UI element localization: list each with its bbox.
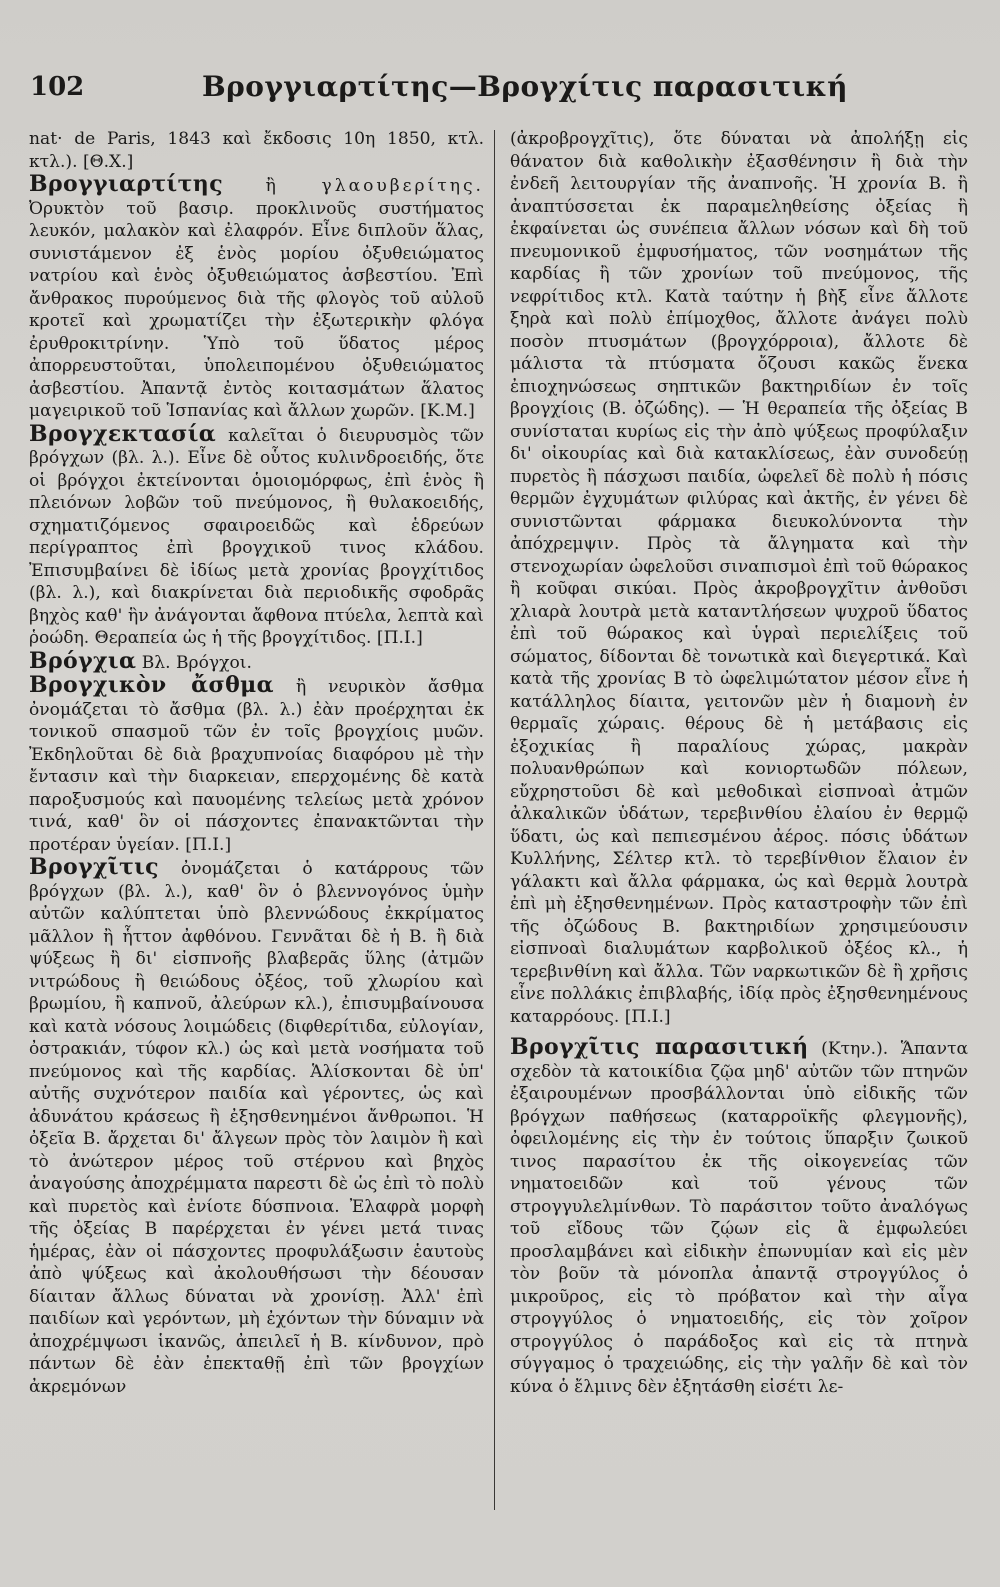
entry-text: καλεῖται ὁ διευρυσμὸς τῶν βρόγχων (βλ. λ.). Εἶνε δὲ οὗτος κυλινδροειδής, ὅτε οἱ βρόγχοι ἐκτείνονται ὁμοιομόρφως, ἐπὶ ἑνὸς ἢ πλειόνων λοβῶν τοῦ πνεύμονος, ἢ θυλακοειδής, σχηματιζόμενος σφαιροειδῶς καὶ ἑδρεύων περίγραπτος ἐπὶ βρογχικοῦ τινος κλάδου. Ἐπισυμβαίνει δὲ ἰδίως μετὰ χρονίας βρογχίτιδος (βλ. λ.), καὶ διακρίνεται διὰ περιοδικῆς σφοδρᾶς βηχὸς καθ' ἣν ἀνάγονται ἄφθονα πτύελα, λεπτὰ καὶ ῥοώδη. Θεραπεία ὡς ἡ τῆς βρογχίτιδος. [Π.Ι.] [29,425,484,648]
entry-headword: Βρογχῖτις [29,854,159,880]
entry-continuation [29,128,484,173]
entry-vronchitis [29,856,484,1398]
entry-text: (ἀκροβρογχῖτις), ὅτε δύναται νὰ ἀπολήξῃ εἰς θάνατον διὰ καθολικὴν ἐξασθένησιν ἢ διὰ τὴν ἐνδεῆ λειτουργίαν τῆς ἀναπνοῆς. Ἡ χρονία Β. ἢ ἀναπτύσσεται ἐκ παραμεληθείσης ὀξείας ἢ ἐκφαίνεται ὡς συνέπεια ἄλλων νόσων καὶ δὴ τοῦ πνευμονικοῦ ἐμφυσήματος, τῶν νοσημάτων τῆς καρδίας ἢ τῶν χρονίων τοῦ πνεύμονος, τῆς νεφρίτιδος κτλ. Κατὰ ταύτην ἡ βὴξ εἶνε ἄλλοτε ξηρὰ καὶ πολὺ ἐπίμοχθος, ἄλλοτε ἀνάγει πολὺ ποσὸν πτυσμάτων (βρογχόρροια), ἄλλοτε δὲ μάλιστα τὰ πτύσματα ὄζουσι κακῶς ἕνεκα ἐπιοχηνώσεως σηπτικῶν βακτηριδίων ἐν τοῖς βρογχίοις (Β. ὀζώδης). — Ἡ θεραπεία τῆς ὀξείας Β συνίσταται κυρίως εἰς τὴν ἀπὸ ψύξεως προφύλαξιν δι' οἰκουρίας καὶ διὰ κατακλίσεως, ἐὰν συνοδεύῃ πυρετὸς ἢ πάσχωσι παιδία, ὠφελεῖ δὲ πολὺ ἡ πόσις θερμῶν ἐγχυμάτων φιλύρας καὶ ἀκτῆς, ἐν γένει δὲ συνιστῶνται φάρμακα διευκολύνοντα τὴν ἀπόχρεμψιν. Πρὸς τὰ ἄλγηματα καὶ τὴν στενοχωρίαν ὠφελοῦσι σιναπισμοὶ ἐπὶ τοῦ θώρακος ἢ κοῦφαι σικύαι. Πρὸς ἀκροβρογχῖτιν ἀνθοῦσι χλιαρὰ λουτρὰ μετὰ καταντλήσεων ψυχροῦ ὕδατος ἐπὶ τοῦ θώρακος καὶ ὑγραὶ περιελίξεις τοῦ σώματος, δίδονται δὲ τονωτικὰ καὶ διεγερτικά. Καὶ κατὰ τῆς χρονίας Β τὸ ὠφελιμώτατον μέσον εἶνε ἡ κατάλληλος δίαιτα, γειτονῶν μὲν ἡ διαμονὴ ἐν θερμαῖς χώραις. θέρους δὲ ἡ μετάβασις εἰς ἐξοχικίας ἢ παραλίους χώρας, μακρὰν πολυανθρώπων καὶ κονιορτωδῶν πόλεων, εὔχρηστοῦσι δὲ καὶ μεθοδικαὶ εἰσπνοαὶ ἀτμῶν ἀλκαλικῶν ὑδάτων, τερεβινθίου ἐλαίου ἐν θερμῷ ὕδατι, ὡς καὶ πεπιεσμένου ἀέρος. πόσις ὑδάτων Κυλλήνης, Σέλτερ κτλ. τὸ τερεβίνθιον ἔλαιον ἐν γάλακτι καὶ ἄλλα φάρμακα, ὡς καὶ θερμὰ λουτρὰ ἐπὶ μὴ ἐξησθενημένων. Πρὸς καταστροφὴν τῶν ἐπὶ τῆς ὀζώδους Β. βακτηριδίων χρησιμεύουσιν εἰσπνοαὶ διαλυμάτων καρβολικοῦ ὀξέος κλ., ἡ τερεβινθίνη καὶ ἄλλα. Τῶν ναρκωτικῶν δὲ ἢ χρῆσις εἶνε πολλάκις ἐπιβλαβής, ἰδίᾳ πρὸς ἐξησθενημένους καταρρόους. [Π.Ι.] [510,129,968,1027]
entry-text: ἢ νευρικὸν ἄσθμα ὀνομάζεται τὸ ἄσθμα (βλ. λ.) ἐὰν προέρχηται ἐκ τονικοῦ σπασμοῦ τῶν ἐν τοῖς βρογχίοις μυῶν. Ἐκδηλοῦται δὲ διὰ βραχυπνοίας διαφόρου μὲ τὴν ἔντασιν καὶ τὴν διαρκειαν, επερχομένης δὲ κατὰ παροξυσμούς καὶ παυομένης τελείως μετὰ χρόνον τινά, καθ' ὃν οἱ πάσχοντες ἐπανακτῶνται τὴν προτέραν ὑγείαν. [Π.Ι.] [29,677,484,855]
left-column [29,128,484,1398]
entry-text: Βλ. Βρόγχοι. [136,652,252,673]
entry-vronchitis-continued [510,128,968,1028]
right-column [510,128,968,1398]
running-title: Βρογγιαρτίτης—Βρογχίτις παρασιτική [201,70,848,103]
column-divider [494,130,495,1510]
entry-text: (Κτην.). Ἅπαντα σχεδὸν τὰ κατοικίδια ζῷα μηδ' αὐτῶν τῶν πτηνῶν ἐξαιρουμένων προσβάλλονται ὑπὸ εἰδικῆς τῶν βρόγχων παθήσεως (καταρροϊκῆς φλεγμονῆς), ὀφειλομένης εἰς τὴν ἐν τούτοις ὕπαρξιν ζωικοῦ τινος παρασίτου ἐκ τῆς οἰκογενείας τῶν νηματοειδῶν καὶ τοῦ γένους τῶν στρογγυλελμίνθων. Τὸ παράσιτον τοῦτο ἀναλόγως τοῦ εἴδους τῶν ζῴων εἰς ἃ ἐμφωλεύει προσλαμβάνει καὶ εἰδικὴν ἐπωνυμίαν καὶ εἰς μὲν τὸν βοῦν τὰ μόνοπλα ἀπαντᾷ στρογγύλος ὁ μικροῦρος, εἰς τὸ πρόβατον καὶ τὴν αἶγα στρογγύλος ὁ νηματοειδής, εἰς τὸν χοῖρον στρογγύλος ὁ παράδοξος καὶ εἰς τὰ πτηνὰ σύγγαμος ὁ τραχειώδης, εἰς τὴν γαλῆν δὲ καὶ τὸν κύνα ὁ ἔλμινς δὲν ἐξητάσθη εἰσέτι λε- [510,1039,968,1397]
page-number: 102 [30,72,85,102]
entry-vronchia [29,647,484,675]
entry-headword: Βρογγιαρτίτης [29,171,223,197]
entry-spaced-text: ἢ γλαουβερίτης. [223,176,484,196]
entry-headword: Βρόγχια [29,647,137,674]
entry-headword: Βρογχῖτις παρασιτική [510,1034,809,1060]
entry-text: nat· de Paris, 1843 καὶ ἔκδοσις 10η 1850, κτλ. κτλ.). [Θ.Χ.] [29,129,484,172]
entry-vrongiartitis [29,173,484,423]
entry-text: ὀνομάζεται ὁ κατάρρους τῶν βρόγχων (βλ. λ.), καθ' ὃν ὁ βλεννογόνος ὑμὴν αὐτῶν καλύπτεται ὑπὸ βλεννώδους ἐκκρίματος μᾶλλον ἢ ἧττον ἀφθόνου. Γεννᾶται δὲ ἡ Β. ἢ διὰ ψύξεως ἢ δι' εἰσπνοῆς βλαβερᾶς ὕλης (ἀτμῶν νιτρώδους ἢ θειώδους ὀξέος, τοῦ χλωρίου καὶ βρωμίου, ἢ καπνοῦ, ἀλεύρων κλ.), ἐπισυμβαίνουσα καὶ κατὰ νόσους λοιμώδεις (διφθερίτιδα, εὐλογίαν, ὀστρακιάν, τύφον κλ.) ὡς καὶ μετὰ νοσήματα τοῦ πνεύμονος καὶ τῆς καρδίας. Ἁλίσκονται δὲ ὑπ' αὐτῆς συχνότερον παιδία καὶ γέροντες, ὡς καὶ ἀδυνάτου κράσεως ἢ ἐξησθενημένοι ἄνθρωποι. Ἡ ὀξεῖα Β. ἄρχεται δι' ἄλγεων πρὸς τὸν λαιμὸν ἢ καὶ τὸ ἀνώτερον μέρος τοῦ στέρνου καὶ βηχὸς ἀναγούσης ἀποχρέμματα παρεστι δὲ ὡς ἐπὶ τὸ πολὺ καὶ πυρετὸς καὶ ἐνίοτε δύσπνοια. Ἐλαφρὰ μορφὴ τῆς ὀξείας Β παρέρχεται ἐν γένει μετά τινας ἡμέρας, ἐὰν οἱ πάσχοντες προφυλάξωσιν ἑαυτοὺς ἀπὸ ψύξεως καὶ ἀκολουθήσωσι τὴν δέουσαν δίαιταν ἄλλως δύναται νὰ χρονίσῃ. Ἀλλ' ἐπὶ παιδίων καὶ γερόντων, μὴ ἐχόντων τὴν δύναμιν νὰ ἀποχρέμψωσι ἱκανῶς, ἀπειλεῖ ἡ Β. κίνδυνον, πρὸ πάντων δὲ ἐὰν ἐπεκταθῇ ἐπὶ τῶν βρογχίων ἀκρεμόνων [29,859,484,1397]
entry-vronchektasia [29,420,484,650]
entry-vronchitis-parasitiki [510,1036,968,1398]
entry-headword: Βρογχικὸν ἄσθμα [29,672,274,698]
entry-text: Ὀρυκτὸν τοῦ βασιρ. προκλινοῦς συστήματος λευκόν, μαλακὸν καὶ ἐλαφρόν. Εἶνε διπλοῦν ἅλας, συνιστάμενον ἐξ ἑνὸς μορίου ὀξυθειώματος νατρίου καὶ ἑνὸς ὀξυθειώματος ἀσβεστίου. Ἐπὶ ἄνθρακος πυρούμενος διὰ τῆς φλογὸς τοῦ αὐλοῦ κροτεῖ καὶ χρωματίζει τὴν ἐξωτερικὴν φλόγα ἐρυθροκιτρίνην. Ὑπὸ τοῦ ὕδατος μέρος ἀπορρευστοῦται, ὑπολειπομένου ὀξυθειώματος ἀσβεστίου. Ἀπαντᾷ ἐντὸς κοιτασμάτων ἅλατος μαγειρικοῦ τοῦ Ἱσπανίας καὶ ἄλλων χωρῶν. [Κ.Μ.] [29,198,484,421]
entry-headword: Βρογχεκτασία [29,420,217,447]
entry-vronchikon-asthma [29,674,484,856]
